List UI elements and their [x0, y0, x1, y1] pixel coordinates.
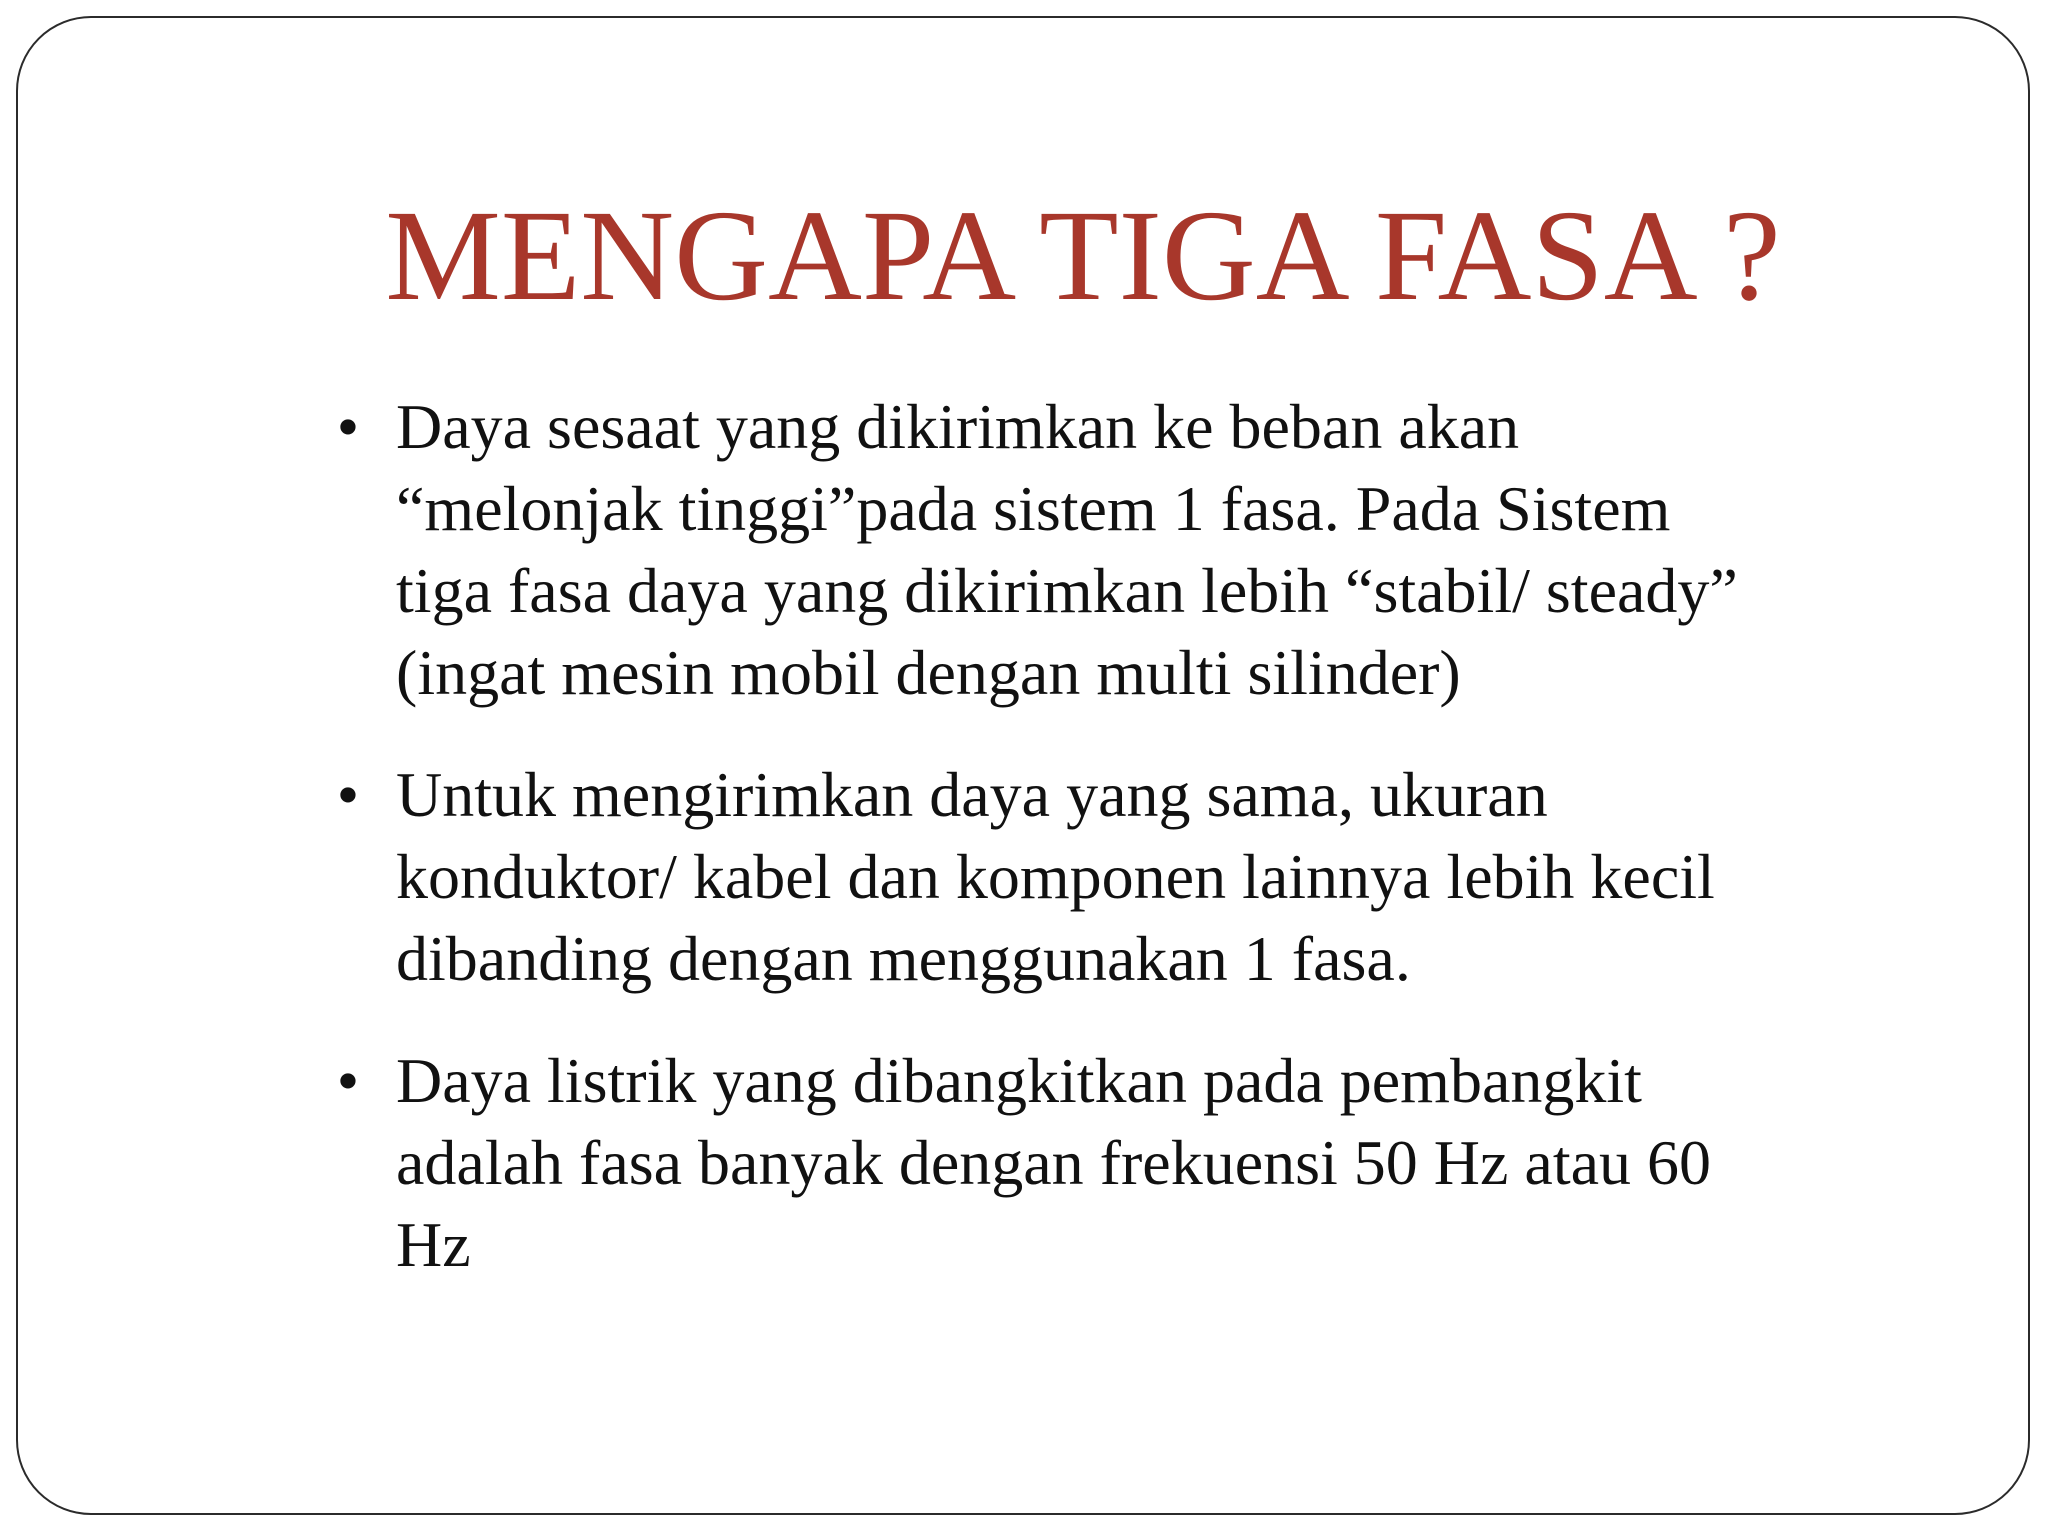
slide-title: MENGAPA TIGA FASA ?: [385, 184, 1781, 328]
bullet-dot-icon: •: [336, 1045, 360, 1116]
bullet-item-3: [336, 1040, 1756, 1286]
bullet-dot-icon: •: [336, 391, 360, 462]
bullet-item-1: [336, 386, 1756, 714]
bullet-item-2: [336, 754, 1756, 1000]
bullet-text-1: Daya sesaat yang dikirimkan ke beban akan “melonjak tinggi”pada sistem 1 fasa. Pada Sistem tiga fasa daya yang dikirimkan lebih “stabil/ steady” (ingat mesin mobil dengan multi silinder): [396, 391, 1738, 708]
bullet-dot-icon: •: [336, 759, 360, 830]
bullet-list: [336, 386, 1756, 1326]
bullet-text-3: Daya listrik yang dibangkitkan pada pembangkit adalah fasa banyak dengan frekuensi 50 Hz atau 60 Hz: [396, 1045, 1711, 1280]
bullet-text-2: Untuk mengirimkan daya yang sama, ukuran konduktor/ kabel dan komponen lainnya lebih kecil dibanding dengan menggunakan 1 fasa.: [396, 759, 1715, 994]
slide-frame: [16, 16, 2030, 1515]
